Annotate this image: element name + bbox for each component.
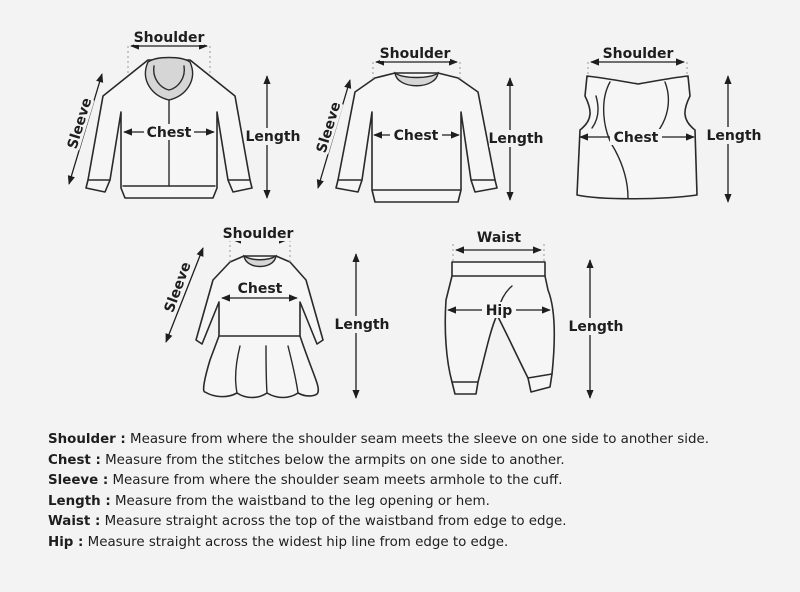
sweatshirt-shoulder-label: Shoulder [379, 46, 451, 62]
dress-figure [162, 225, 390, 398]
dress-sleeve-label: Sleeve [161, 259, 195, 315]
definition-waist: Waist : Measure straight across the top of the waistband from edge to edge. [48, 514, 567, 529]
pants-hip-label: Hip [485, 303, 513, 319]
vest-length-label: Length [706, 128, 762, 144]
definition-shoulder: Shoulder : Measure from where the shoulder seam meets the sleeve on one side to another side. [48, 432, 709, 447]
definition-length: Length : Measure from the waistband to the leg opening or hem. [48, 493, 490, 509]
pants-figure [445, 229, 623, 398]
hoodie-sleeve-label: Sleeve [64, 95, 96, 151]
hoodie-length-label: Length [245, 129, 301, 145]
hoodie-figure [65, 29, 301, 198]
sweatshirt-chest-label: Chest [393, 128, 439, 144]
hoodie-shoulder-label: Shoulder [133, 30, 205, 46]
measurement-definitions [48, 430, 788, 553]
pants-waist-label: Waist [476, 230, 522, 246]
dress-shoulder-label: Shoulder [222, 226, 294, 242]
pants-length-label: Length [568, 319, 624, 335]
dress-length-label: Length [334, 317, 390, 333]
vest-chest-label: Chest [613, 130, 659, 146]
pants-garment [445, 262, 554, 394]
dress-garment [196, 256, 323, 398]
sweatshirt-sleeve-label: Sleeve [313, 99, 345, 155]
sweatshirt-figure [314, 45, 544, 202]
definition-hip: Hip : Measure straight across the widest hip line from edge to edge. [48, 534, 509, 550]
sweatshirt-length-label: Length [488, 131, 544, 147]
hoodie-chest-label: Chest [146, 125, 192, 141]
definition-chest: Chest : Measure from the stitches below the armpits on one side to another. [48, 452, 565, 468]
vest-shoulder-label: Shoulder [602, 46, 674, 62]
dress-chest-label: Chest [237, 281, 283, 297]
definition-sleeve: Sleeve : Measure from where the shoulder seam meets armhole to the cuff. [48, 473, 563, 488]
vest-figure [577, 45, 762, 202]
